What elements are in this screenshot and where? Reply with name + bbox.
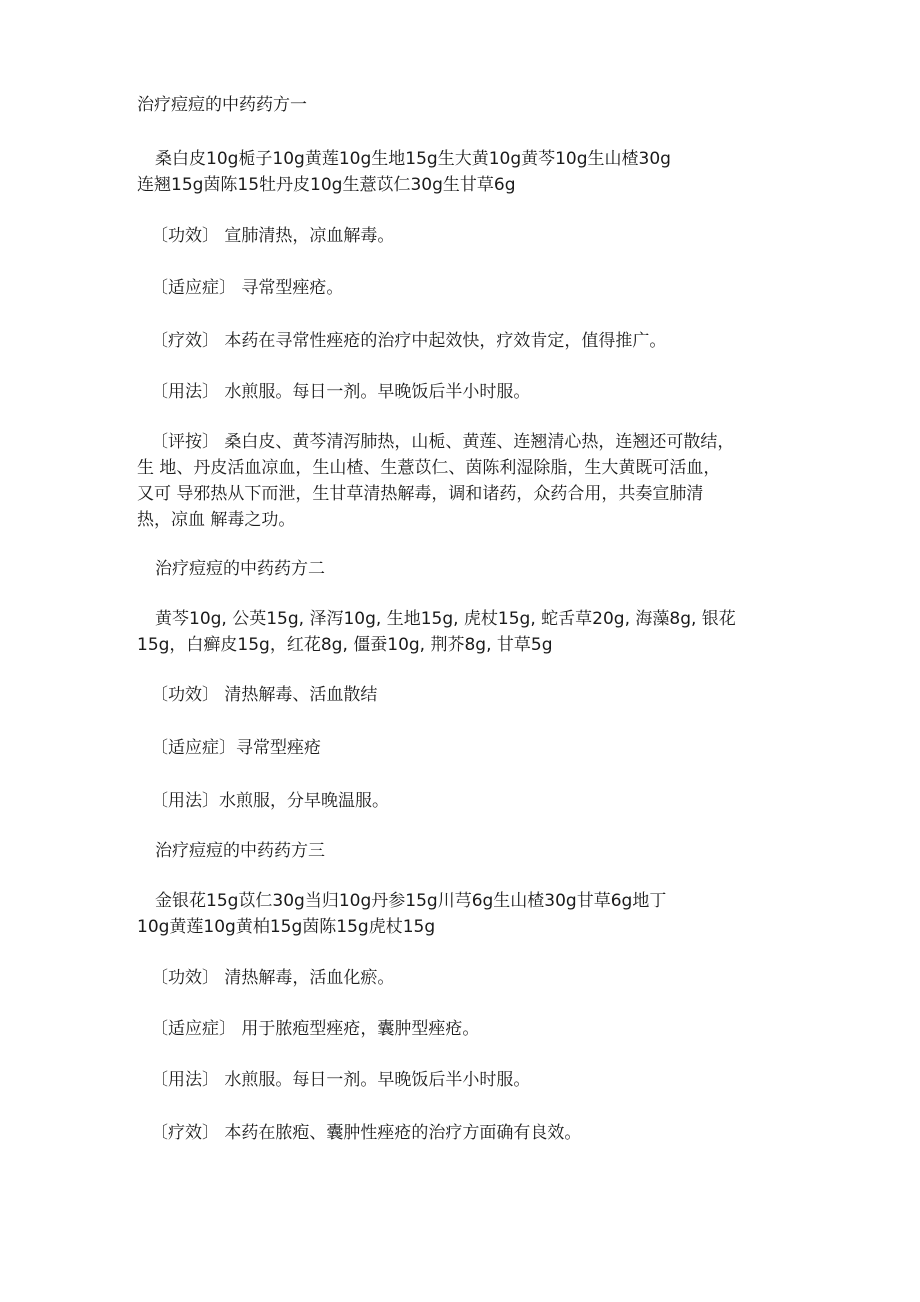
section-1-title: 治疗痘痘的中药药方一	[137, 95, 307, 115]
section-2-title: 治疗痘痘的中药药方二	[155, 559, 325, 579]
section-2-ingredients-line-1: 黄芩10g, 公英15g, 泽泻10g, 生地15g, 虎杖15g, 蛇舌草20g, 海藻8g, 银花	[155, 609, 736, 629]
section-1-commentary-line-4: 热，凉血 解毒之功。	[137, 510, 296, 530]
section-2-usage: 〔用法〕水煎服，分早晚温服。	[151, 791, 389, 811]
section-2-indication: 〔适应症〕寻常型痤疮	[151, 738, 321, 758]
section-1-indication: 〔适应症〕 寻常型痤疮。	[151, 278, 344, 298]
section-1-commentary-line-1: 〔评按〕 桑白皮、黄芩清泻肺热，山栀、黄莲、连翘清心热，连翘还可散结，	[151, 432, 735, 452]
section-1-efficacy: 〔功效〕 宣肺清热，凉血解毒。	[151, 226, 395, 246]
section-2-ingredients-line-2: 15g，白癣皮15g，红花8g, 僵蚕10g, 荆芥8g, 甘草5g	[137, 635, 553, 655]
section-2-efficacy: 〔功效〕 清热解毒、活血散结	[151, 685, 378, 705]
section-3-curative: 〔疗效〕 本药在脓疱、囊肿性痤疮的治疗方面确有良效。	[151, 1123, 582, 1143]
section-1-curative: 〔疗效〕 本药在寻常性痤疮的治疗中起效快，疗效肯定，值得推广。	[151, 331, 667, 351]
section-3-ingredients-line-2: 10g黄莲10g黄柏15g茵陈15g虎杖15g	[137, 917, 436, 937]
section-1-ingredients-line-1: 桑白皮10g栀子10g黄莲10g生地15g生大黄10g黄芩10g生山楂30g	[155, 149, 671, 169]
section-3-efficacy: 〔功效〕 清热解毒，活血化瘀。	[151, 968, 395, 988]
section-3-ingredients-line-1: 金银花15g苡仁30g当归10g丹参15g川芎6g生山楂30g甘草6g地丁	[155, 891, 667, 911]
section-1-ingredients-line-2: 连翘15g茵陈15牡丹皮10g生薏苡仁30g生甘草6g	[137, 175, 516, 195]
section-3-indication: 〔适应症〕 用于脓疱型痤疮，囊肿型痤疮。	[151, 1019, 480, 1039]
section-1-usage: 〔用法〕 水煎服。每日一剂。早晚饭后半小时服。	[151, 382, 531, 402]
section-1-commentary-line-3: 又可 导邪热从下而泄，生甘草清热解毒，调和诸药，众药合用，共奏宣肺清	[137, 484, 704, 504]
section-1-commentary-line-2: 生 地、丹皮活血凉血，生山楂、生薏苡仁、茵陈利湿除脂，生大黄既可活血，	[137, 458, 721, 478]
section-3-title: 治疗痘痘的中药药方三	[155, 841, 325, 861]
section-3-usage: 〔用法〕 水煎服。每日一剂。早晚饭后半小时服。	[151, 1070, 531, 1090]
